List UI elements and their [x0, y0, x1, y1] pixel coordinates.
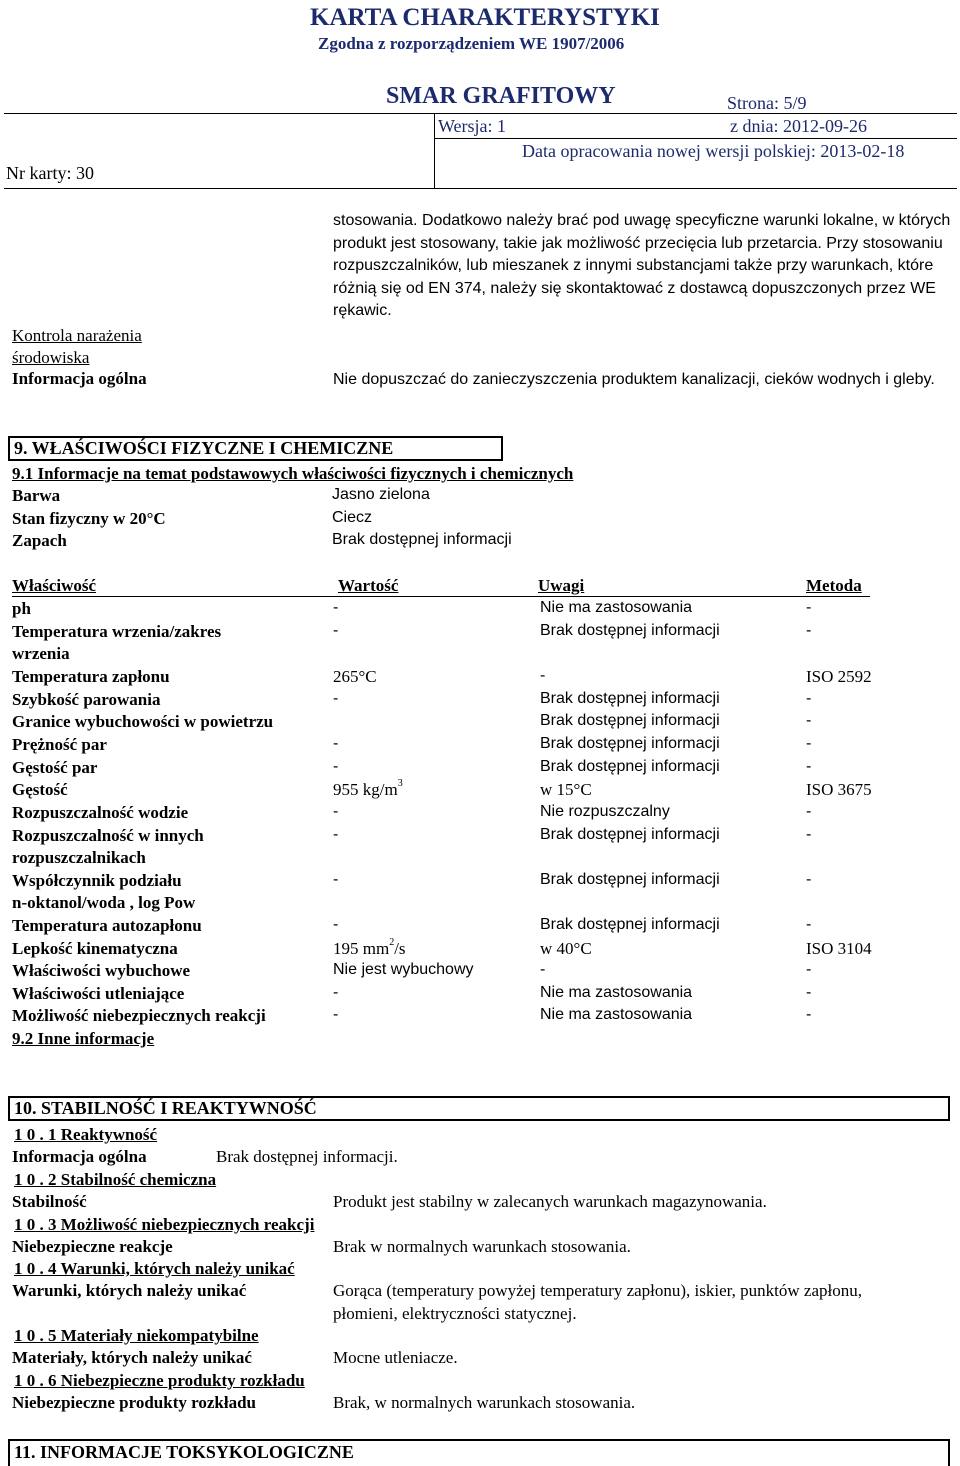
property-value-text: 195 mm [333, 939, 390, 958]
property-name: Współczynnik podziału [12, 871, 182, 890]
property-method: - [806, 1006, 812, 1023]
property-value [333, 780, 403, 800]
section-10-label: Niebezpieczne reakcje [12, 1237, 173, 1256]
property-name-cont: wrzenia [12, 644, 70, 663]
property-notes: Nie ma zastosowania [540, 599, 693, 616]
section-10-text: Brak w normalnych warunkach stosowania. [333, 1237, 631, 1256]
section-11-heading: 11. INFORMACJE TOKSYKOLOGICZNE [8, 1439, 950, 1466]
property-name: Rozpuszczalność wodzie [12, 803, 189, 822]
property-value [333, 939, 406, 959]
section-10-text: Brak dostępnej informacji. [216, 1147, 398, 1166]
section-10-text: Brak, w normalnych warunkach stosowania. [333, 1393, 636, 1412]
property-notes: Brak dostępnej informacji [540, 826, 720, 843]
property-method: - [806, 916, 812, 933]
section-9-2-heading: 9.2 Inne informacje [12, 1029, 155, 1048]
exposure-protection-text: stosowania. Dodatkowo należy brać pod uwagę specyficzne warunki lokalne, w których produkt jest stosowany, takie jak możliwość przecięcia lub przetarcia. Przy stosowaniu rozpuszczalników, lub mieszanek z innymi substancjami także przy warunkach, które różnią się od EN 374, należy się skontaktować z dostawcą dopuszczonych przez WE rękawic. [333, 212, 951, 319]
environmental-exposure-label: Kontrola narażenia środowiska [12, 326, 142, 367]
property-notes: Brak dostępnej informacji [540, 690, 720, 707]
column-header-method: Metoda [806, 576, 862, 595]
version: Wersja: 1 [438, 116, 507, 136]
property-method: - [806, 690, 812, 707]
column-header-value: Wartość [338, 576, 399, 595]
property-name: Gęstość [12, 780, 68, 799]
property-notes: - [540, 961, 546, 978]
property-value [333, 916, 338, 934]
property-value-text: - [333, 984, 339, 1001]
table-header-underline [12, 596, 870, 597]
property-name: Temperatura zapłonu [12, 667, 170, 686]
property-value-exponent: 2 [389, 937, 395, 948]
product-name: SMAR GRAFITOWY [386, 83, 616, 109]
column-header-property: Właściwość [12, 576, 97, 595]
header-vertical-rule [434, 113, 435, 188]
section-10-subheading: 1 0 . 3 Możliwość niebezpiecznych reakcji [14, 1215, 315, 1234]
property-notes: Brak dostępnej informacji [540, 916, 720, 933]
property-value [333, 758, 338, 776]
section-10-label: Materiały, których należy unikać [12, 1348, 252, 1367]
section-10-text: Produkt jest stabilny w zalecanych warunkach magazynowania. [333, 1192, 767, 1211]
property-notes: w 15°C [540, 780, 592, 799]
version-date: z dnia: 2012-09-26 [730, 116, 867, 136]
property-method: - [806, 622, 812, 639]
environmental-text: Nie dopuszczać do zanieczyszczenia produktem kanalizacji, cieków wodnych i gleby. [333, 371, 935, 388]
property-value [333, 1006, 338, 1024]
property-value [333, 622, 338, 640]
property-name: Lepkość kinematyczna [12, 939, 178, 958]
section-10-text: Gorąca (temperatury powyżej temperatury zapłonu), iskier, punktów zapłonu, [333, 1281, 862, 1300]
section-10-subheading: 1 0 . 5 Materiały niekompatybilne [14, 1326, 259, 1345]
property-name-cont: rozpuszczalnikach [12, 848, 146, 867]
property-value [333, 803, 338, 821]
section-10-label: Niebezpieczne produkty rozkładu [12, 1393, 256, 1412]
property-name-cont: n-oktanol/woda , log Pow [12, 893, 196, 912]
property-value-text: - [333, 871, 339, 888]
property-name: ph [12, 599, 31, 618]
property-notes: w 40°C [540, 939, 592, 958]
property-value [333, 871, 338, 889]
section-9-1-heading: 9.1 Informacje na temat podstawowych właściwości fizycznych i chemicznych [12, 464, 574, 483]
property-value [333, 667, 377, 687]
property-value-text: - [333, 758, 339, 775]
property-notes: Brak dostępnej informacji [540, 712, 720, 729]
section-10-label: Warunki, których należy unikać [12, 1281, 247, 1300]
column-header-notes: Uwagi [538, 576, 585, 595]
property-name: Temperatura autozapłonu [12, 916, 202, 935]
general-info-label: Informacja ogólna [12, 369, 147, 388]
property-method: ISO 3675 [806, 780, 872, 799]
property-name: Możliwość niebezpiecznych reakcji [12, 1006, 266, 1025]
section-10-text: Mocne utleniacze. [333, 1348, 458, 1367]
property-name: Temperatura wrzenia/zakres [12, 622, 222, 641]
property-notes: Brak dostępnej informacji [540, 622, 720, 639]
page-number: Strona: 5/9 [727, 93, 807, 113]
property-notes: Nie rozpuszczalny [540, 803, 670, 820]
property-method: - [806, 735, 812, 752]
header-rule-1 [4, 113, 957, 114]
property-value [333, 984, 338, 1002]
property-value-text: - [333, 916, 339, 933]
property-method: - [806, 984, 812, 1001]
property-notes: Nie ma zastosowania [540, 984, 693, 1001]
property-value-text: - [333, 690, 339, 707]
section-10-subheading: 1 0 . 6 Niebezpieczne produkty rozkładu [14, 1371, 305, 1390]
section-9-heading: 9. WŁAŚCIWOŚCI FIZYCZNE I CHEMICZNE [8, 436, 503, 461]
section-10-label: Informacja ogólna [12, 1147, 147, 1166]
section-10-subheading: 1 0 . 1 Reaktywność [14, 1125, 158, 1144]
document-title: KARTA CHARAKTERYSTYKI [310, 4, 660, 31]
property-name: Gęstość par [12, 758, 98, 777]
property-method: ISO 2592 [806, 667, 872, 686]
property-notes: Brak dostępnej informacji [540, 735, 720, 752]
basic-property-value: Ciecz [332, 509, 373, 526]
property-name: Rozpuszczalność w innych [12, 826, 204, 845]
section-10-subheading: 1 0 . 4 Warunki, których należy unikać [14, 1259, 295, 1278]
basic-property-label: Zapach [12, 531, 67, 550]
section-10-heading: 10. STABILNOŚĆ I REAKTYWNOŚĆ [8, 1096, 950, 1121]
property-value [333, 961, 474, 979]
section-10-text-cont: płomieni, elektryczności statycznej. [333, 1304, 577, 1323]
property-value-text: Nie jest wybuchowy [333, 961, 474, 978]
property-method: - [806, 599, 812, 616]
property-value-unit: /s [394, 939, 406, 958]
property-value-text: 265°C [333, 667, 377, 686]
polish-version-date: Data opracowania nowej wersji polskiej: 2013-02-18 [522, 141, 905, 161]
property-notes: Nie ma zastosowania [540, 1006, 693, 1023]
basic-property-label: Stan fizyczny w 20°C [12, 509, 166, 528]
section-10-label: Stabilność [12, 1192, 87, 1211]
header-rule-2 [434, 138, 957, 139]
property-method: ISO 3104 [806, 939, 872, 958]
section-10-subheading: 1 0 . 2 Stabilność chemiczna [14, 1170, 217, 1189]
property-value-text: - [333, 826, 339, 843]
property-value [333, 826, 338, 844]
property-name: Właściwości wybuchowe [12, 961, 191, 980]
property-value-text: - [333, 599, 339, 616]
property-name: Granice wybuchowości w powietrzu [12, 712, 274, 731]
property-value-text: 955 kg/m [333, 780, 398, 799]
property-value-exponent: 3 [397, 778, 403, 789]
property-method: - [806, 803, 812, 820]
basic-property-value: Jasno zielona [332, 486, 430, 503]
property-method: - [806, 712, 812, 729]
property-method: - [806, 826, 812, 843]
basic-property-label: Barwa [12, 486, 61, 505]
property-method: - [806, 961, 812, 978]
document-subtitle: Zgodna z rozporządzeniem WE 1907/2006 [318, 34, 625, 53]
property-notes: Brak dostępnej informacji [540, 871, 720, 888]
property-notes: - [540, 667, 546, 684]
header-rule-3 [4, 188, 957, 189]
property-value-text: - [333, 803, 339, 820]
property-value-text: - [333, 622, 339, 639]
property-method: - [806, 758, 812, 775]
property-method: - [806, 871, 812, 888]
property-notes: Brak dostępnej informacji [540, 758, 720, 775]
property-name: Prężność par [12, 735, 107, 754]
card-number: Nr karty: 30 [6, 163, 94, 183]
property-value-text: - [333, 1006, 339, 1023]
property-value [333, 599, 338, 617]
property-name: Szybkość parowania [12, 690, 161, 709]
property-name: Właściwości utleniające [12, 984, 185, 1003]
property-value [333, 735, 338, 753]
basic-property-value: Brak dostępnej informacji [332, 531, 512, 548]
property-value [333, 690, 338, 708]
property-value-text: - [333, 735, 339, 752]
